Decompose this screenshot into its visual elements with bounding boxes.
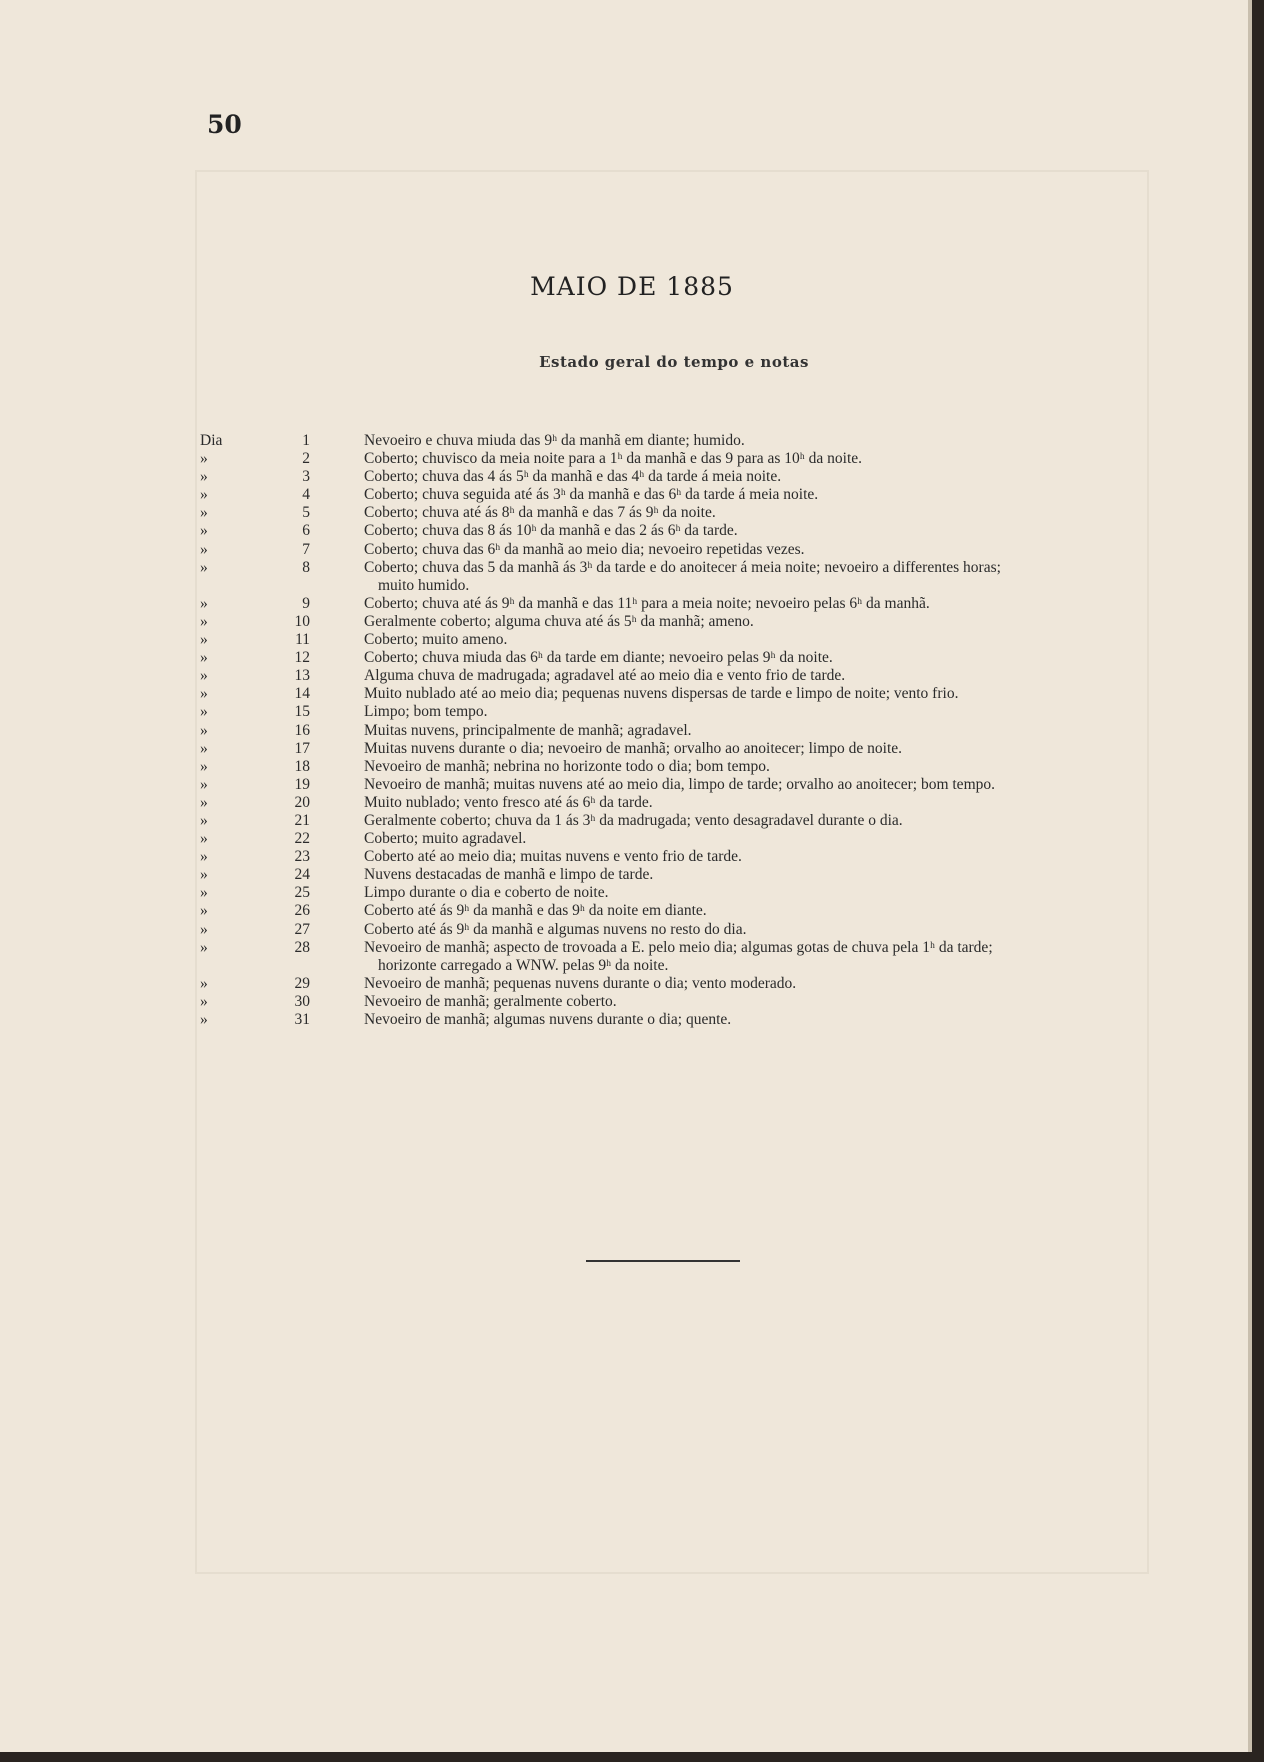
- day-label: »: [200, 757, 208, 775]
- day-notes-text: Nevoeiro de manhã; muitas nuvens até ao meio dia, limpo de tarde; orvalho ao anoitecer; bom tempo.: [364, 775, 995, 793]
- day-label: »: [200, 992, 208, 1010]
- day-notes: [364, 993, 1140, 1011]
- day-notes: [364, 866, 1140, 884]
- day-entry: [200, 486, 1140, 504]
- day-notes-text: Nevoeiro de manhã; pequenas nuvens durante o dia; vento moderado.: [364, 974, 797, 992]
- day-notes: [364, 685, 1140, 703]
- day-label: »: [200, 685, 208, 703]
- day-notes-text: Limpo; bom tempo.: [364, 703, 488, 721]
- day-entry: [200, 613, 1140, 631]
- day-label: »: [200, 631, 208, 649]
- day-notes-continuation: horizonte carregado a WNW. pelas 9ʰ da noite.: [378, 956, 669, 974]
- day-entry: [200, 902, 1140, 920]
- day-number: 6: [302, 522, 310, 540]
- day-notes: [364, 522, 1140, 540]
- day-label: »: [200, 830, 208, 848]
- day-notes-text: Nevoeiro e chuva miuda das 9ʰ da manhã em diante; humido.: [364, 432, 745, 449]
- day-entry: [200, 649, 1140, 667]
- day-number: 24: [294, 866, 310, 884]
- day-number: 5: [302, 504, 310, 522]
- day-notes: [364, 649, 1140, 667]
- day-notes: [364, 486, 1140, 504]
- day-notes: [364, 595, 1140, 613]
- day-entry: [200, 939, 1140, 975]
- day-notes-text: Coberto; muito agradavel.: [364, 830, 527, 848]
- page-number: 50: [207, 110, 242, 139]
- day-label: »: [200, 902, 208, 920]
- day-entry: [200, 1011, 1140, 1029]
- day-number: 29: [294, 974, 310, 992]
- day-entry: [200, 993, 1140, 1011]
- day-notes-text: Muitas nuvens durante o dia; nevoeiro de manhã; orvalho ao anoitecer; limpo de noite.: [364, 739, 903, 757]
- day-notes: [364, 902, 1140, 920]
- day-notes: [364, 848, 1140, 866]
- day-label: »: [200, 721, 208, 739]
- day-entry: [200, 468, 1140, 486]
- day-notes-text: Nuvens destacadas de manhã e limpo de tarde.: [364, 866, 654, 884]
- day-notes: [364, 830, 1140, 848]
- day-entry: [200, 776, 1140, 794]
- day-label: »: [200, 486, 208, 504]
- day-number: 21: [294, 811, 310, 829]
- day-number: 31: [294, 1011, 310, 1028]
- day-notes-text: Coberto até ás 9ʰ da manhã e algumas nuvens no resto do dia.: [364, 920, 747, 938]
- day-notes-text: Coberto até ao meio dia; muitas nuvens e vento frio de tarde.: [364, 848, 742, 866]
- day-number: 3: [302, 468, 310, 486]
- day-number: 20: [294, 793, 310, 811]
- day-notes-text: Geralmente coberto; alguma chuva até ás 5ʰ da manhã; ameno.: [364, 612, 754, 630]
- day-number: 11: [295, 631, 310, 649]
- day-number: 10: [294, 612, 310, 630]
- day-notes-text: Coberto; chuva das 8 ás 10ʰ da manhã e das 2 ás 6ʰ da tarde.: [364, 522, 738, 540]
- day-notes: [364, 794, 1140, 812]
- day-notes: [364, 776, 1140, 794]
- day-entry: [200, 595, 1140, 613]
- day-notes-text: Coberto; chuva das 5 da manhã ás 3ʰ da tarde e do anoitecer á meia noite; nevoeiro a differentes horas;: [364, 558, 1001, 576]
- day-number: 25: [294, 884, 310, 902]
- day-notes: [364, 559, 1140, 595]
- day-label: »: [200, 504, 208, 522]
- day-label: »: [200, 920, 208, 938]
- day-notes-text: Nevoeiro de manhã; aspecto de trovoada a E. pelo meio dia; algumas gotas de chuva pela 1ʰ da tarde;: [364, 938, 993, 956]
- day-notes-text: Coberto; chuva até ás 9ʰ da manhã e das 11ʰ para a meia noite; nevoeiro pelas 6ʰ da manhã.: [364, 594, 930, 612]
- day-entry: [200, 522, 1140, 540]
- day-label: »: [200, 811, 208, 829]
- day-label: »: [200, 540, 208, 558]
- day-notes-continuation: muito humido.: [378, 576, 470, 594]
- day-notes-text: Coberto; chuva das 6ʰ da manhã ao meio dia; nevoeiro repetidas vezes.: [364, 540, 805, 558]
- day-label: »: [200, 450, 208, 468]
- day-notes-text: Nevoeiro de manhã; algumas nuvens durante o dia; quente.: [364, 1011, 732, 1028]
- day-notes: [364, 740, 1140, 758]
- day-notes: [364, 703, 1140, 721]
- page-title: MAIO DE 1885: [530, 272, 734, 301]
- day-number: 8: [302, 558, 310, 576]
- day-number: 23: [294, 848, 310, 866]
- day-label: »: [200, 739, 208, 757]
- day-notes-text: Muito nublado; vento fresco até ás 6ʰ da tarde.: [364, 793, 653, 811]
- day-label: »: [200, 558, 208, 576]
- day-notes-text: Coberto; chuva das 4 ás 5ʰ da manhã e das 4ʰ da tarde á meia noite.: [364, 468, 782, 486]
- day-entry: [200, 703, 1140, 721]
- day-number: 22: [294, 830, 310, 848]
- day-entry: [200, 921, 1140, 939]
- day-notes: [364, 468, 1140, 486]
- day-entry: [200, 432, 1140, 450]
- day-number: 12: [294, 649, 310, 667]
- day-number: 27: [294, 920, 310, 938]
- day-notes: [364, 432, 1140, 450]
- day-notes-text: Coberto até ás 9ʰ da manhã e das 9ʰ da noite em diante.: [364, 902, 707, 920]
- day-entry: [200, 848, 1140, 866]
- day-notes-text: Coberto; chuva seguida até ás 3ʰ da manhã e das 6ʰ da tarde á meia noite.: [364, 486, 819, 504]
- day-label: Dia: [200, 432, 223, 449]
- day-notes: [364, 722, 1140, 740]
- day-label: »: [200, 793, 208, 811]
- day-label: »: [200, 649, 208, 667]
- day-number: 16: [294, 721, 310, 739]
- day-notes: [364, 450, 1140, 468]
- day-notes-text: Coberto; chuvisco da meia noite para a 1ʰ da manhã e das 9 para as 10ʰ da noite.: [364, 450, 863, 468]
- day-entry: [200, 722, 1140, 740]
- day-entry: [200, 884, 1140, 902]
- day-notes: [364, 1011, 1140, 1029]
- day-label: »: [200, 1011, 208, 1028]
- day-label: »: [200, 522, 208, 540]
- day-number: 19: [294, 775, 310, 793]
- day-notes: [364, 884, 1140, 902]
- day-notes-text: Coberto; muito ameno.: [364, 631, 508, 649]
- day-number: 15: [294, 703, 310, 721]
- day-notes: [364, 613, 1140, 631]
- day-entry: [200, 504, 1140, 522]
- day-number: 17: [294, 739, 310, 757]
- day-notes: [364, 812, 1140, 830]
- day-entry: [200, 685, 1140, 703]
- day-entry: [200, 866, 1140, 884]
- day-number: 28: [294, 938, 310, 956]
- day-label: »: [200, 594, 208, 612]
- day-notes-text: Geralmente coberto; chuva da 1 ás 3ʰ da madrugada; vento desagradavel durante o dia.: [364, 811, 903, 829]
- day-entry: [200, 559, 1140, 595]
- day-notes: [364, 975, 1140, 993]
- day-notes: [364, 541, 1140, 559]
- day-notes: [364, 758, 1140, 776]
- day-notes-text: Coberto; chuva até ás 8ʰ da manhã e das 7 ás 9ʰ da noite.: [364, 504, 716, 522]
- day-notes: [364, 939, 1140, 975]
- closing-rule: [586, 1260, 740, 1262]
- day-label: »: [200, 703, 208, 721]
- day-label: »: [200, 974, 208, 992]
- day-number: 26: [294, 902, 310, 920]
- weather-notes-list: [200, 432, 1140, 1029]
- day-number: 18: [294, 757, 310, 775]
- day-notes: [364, 504, 1140, 522]
- day-notes-text: Nevoeiro de manhã; geralmente coberto.: [364, 992, 617, 1010]
- day-number: 30: [294, 992, 310, 1010]
- day-number: 13: [294, 667, 310, 685]
- day-notes: [364, 921, 1140, 939]
- day-notes-text: Muitas nuvens, principalmente de manhã; agradavel.: [364, 721, 692, 739]
- day-entry: [200, 794, 1140, 812]
- day-label: »: [200, 667, 208, 685]
- day-entry: [200, 975, 1140, 993]
- day-label: »: [200, 938, 208, 956]
- day-entry: [200, 631, 1140, 649]
- section-subtitle: Estado geral do tempo e notas: [539, 353, 809, 371]
- day-label: »: [200, 866, 208, 884]
- day-label: »: [200, 468, 208, 486]
- day-notes-text: Coberto; chuva miuda das 6ʰ da tarde em diante; nevoeiro pelas 9ʰ da noite.: [364, 649, 833, 667]
- day-entry: [200, 830, 1140, 848]
- day-number: 4: [302, 486, 310, 504]
- day-entry: [200, 740, 1140, 758]
- day-notes-text: Nevoeiro de manhã; nebrina no horizonte todo o dia; bom tempo.: [364, 757, 770, 775]
- day-number: 9: [302, 594, 310, 612]
- day-notes: [364, 667, 1140, 685]
- day-entry: [200, 758, 1140, 776]
- day-label: »: [200, 612, 208, 630]
- day-label: »: [200, 775, 208, 793]
- day-notes-text: Alguma chuva de madrugada; agradavel até ao meio dia e vento frio de tarde.: [364, 667, 846, 685]
- day-entry: [200, 541, 1140, 559]
- day-label: »: [200, 884, 208, 902]
- day-entry: [200, 667, 1140, 685]
- day-entry: [200, 450, 1140, 468]
- day-notes: [364, 631, 1140, 649]
- day-notes-text: Limpo durante o dia e coberto de noite.: [364, 884, 609, 902]
- day-number: 7: [302, 540, 310, 558]
- day-number: 1: [302, 432, 310, 449]
- day-number: 14: [294, 685, 310, 703]
- day-notes-text: Muito nublado até ao meio dia; pequenas nuvens dispersas de tarde e limpo de noite; vento frio.: [364, 685, 959, 703]
- day-number: 2: [302, 450, 310, 468]
- day-entry: [200, 812, 1140, 830]
- day-label: »: [200, 848, 208, 866]
